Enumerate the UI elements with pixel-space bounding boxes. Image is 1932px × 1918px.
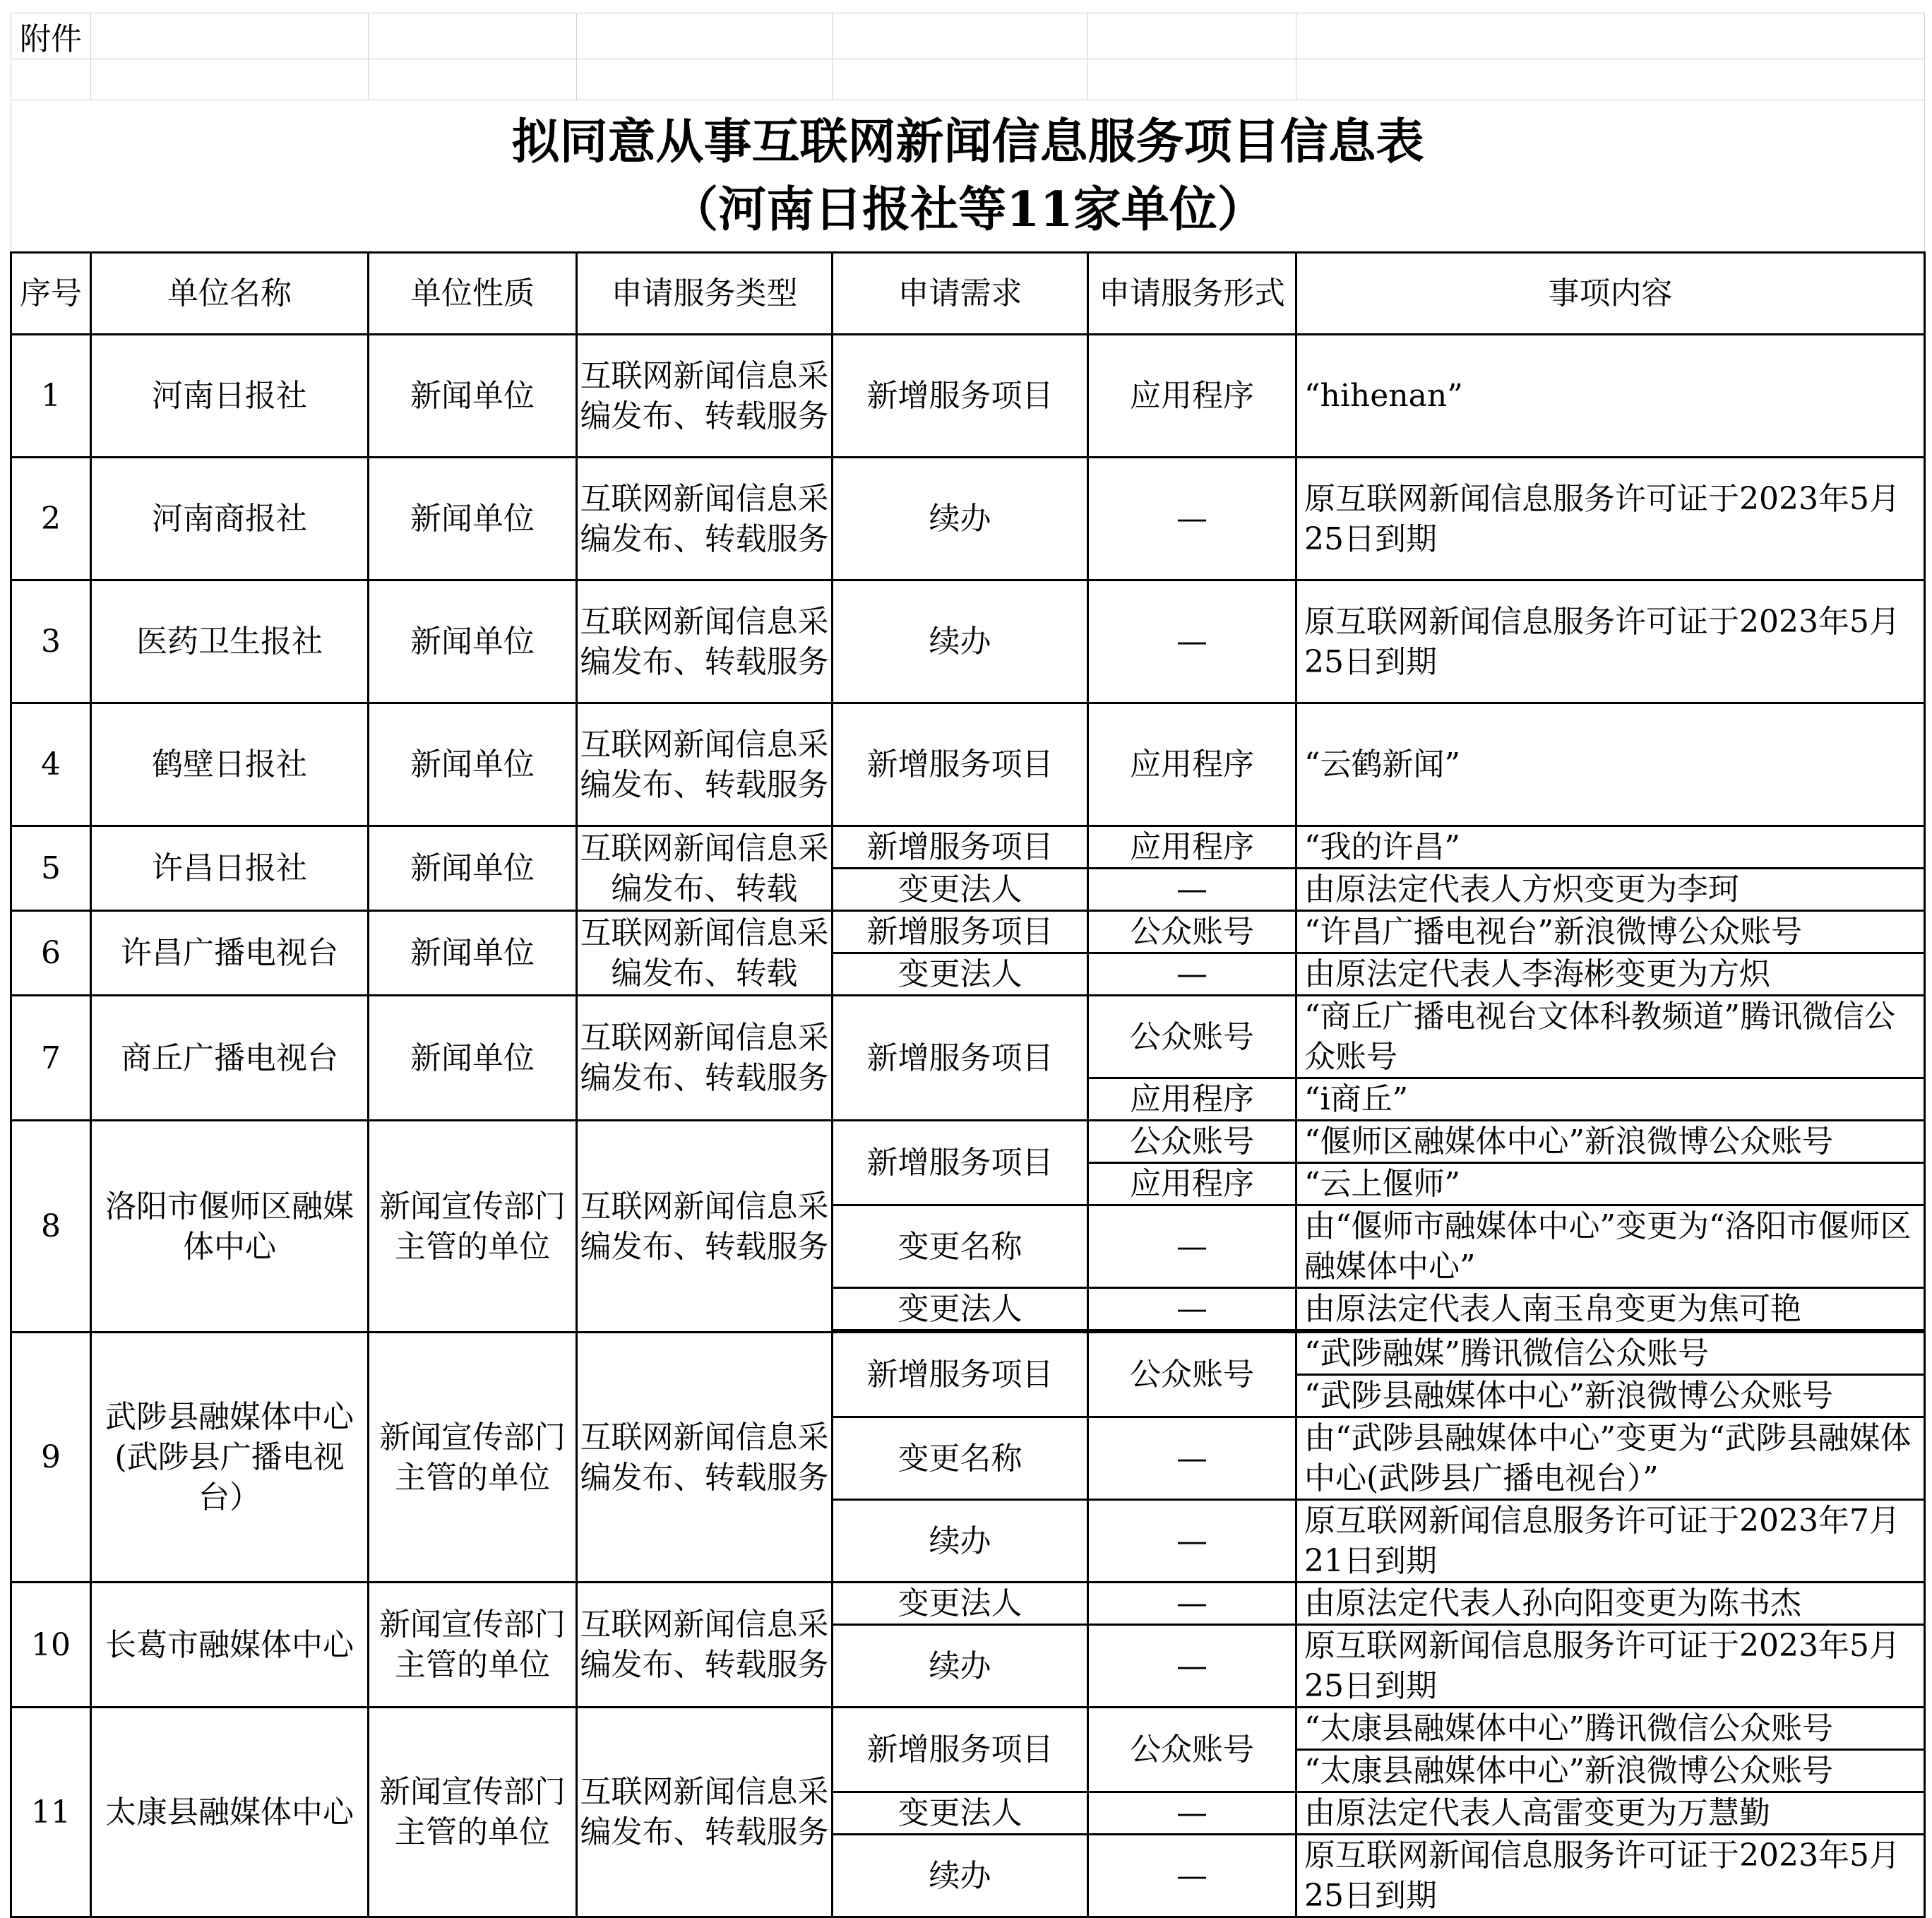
cell-form: —: [1088, 1288, 1296, 1330]
cell-content: 由“武陟县融媒体中心”变更为“武陟县融媒体中心(武陟县广播电视台）”: [1296, 1417, 1925, 1500]
cell-request: 续办: [833, 1500, 1088, 1583]
cell-request: 变更法人: [833, 869, 1088, 911]
cell-seq: 9: [11, 1333, 91, 1583]
header-request: 申请需求: [833, 253, 1088, 335]
cell-content: “i商丘”: [1296, 1078, 1925, 1121]
cell-form: 公众账号: [1088, 1121, 1296, 1163]
cell-content: “许昌广播电视台”新浪微博公众账号: [1296, 911, 1925, 953]
cell-unit-name: 许昌日报社: [91, 826, 369, 911]
info-table: [10, 13, 1926, 1918]
cell-unit-name: 鹤壁日报社: [91, 703, 369, 826]
table-row: [11, 335, 1925, 458]
cell-form: —: [1088, 1625, 1296, 1708]
cell-form: 应用程序: [1088, 335, 1296, 458]
table-row: [11, 703, 1925, 826]
cell-content: “hihenan”: [1296, 335, 1925, 458]
cell-unit-type: 新闻单位: [369, 996, 577, 1121]
cell-request: 新增服务项目: [833, 703, 1088, 826]
cell-content: 由原法定代表人孙向阳变更为陈书杰: [1296, 1583, 1925, 1625]
cell-seq: 7: [11, 996, 91, 1121]
cell-unit-type: 新闻单位: [369, 458, 577, 580]
cell-service-type: 互联网新闻信息采编发布、转载服务: [577, 335, 833, 458]
cell-request: 变更名称: [833, 1205, 1088, 1288]
cell-content: “我的许昌”: [1296, 826, 1925, 869]
cell-service-type: 互联网新闻信息采编发布、转载服务: [577, 1333, 833, 1583]
table-title: [11, 100, 1925, 253]
header-unit-type: 单位性质: [369, 253, 577, 335]
cell-form: 应用程序: [1088, 826, 1296, 869]
cell-content: 由原法定代表人高雷变更为万慧勤: [1296, 1792, 1925, 1835]
cell-content: 原互联网新闻信息服务许可证于2023年5月25日到期: [1296, 1625, 1925, 1708]
cell-request: 续办: [833, 1835, 1088, 1917]
cell-content: 原互联网新闻信息服务许可证于2023年5月25日到期: [1296, 1835, 1925, 1917]
table-row: [11, 1333, 1925, 1375]
cell-form: 应用程序: [1088, 1078, 1296, 1121]
cell-seq: 5: [11, 826, 91, 911]
cell-unit-name: 许昌广播电视台: [91, 911, 369, 996]
cell-form: 公众账号: [1088, 1333, 1296, 1417]
header-seq: 序号: [11, 253, 91, 335]
cell-seq: 10: [11, 1583, 91, 1708]
cell-content: 由原法定代表人李海彬变更为方炽: [1296, 953, 1925, 996]
title-line-2: （河南日报社等11家单位）: [670, 181, 1265, 238]
cell-seq: 3: [11, 580, 91, 703]
cell-unit-name: 太康县融媒体中心: [91, 1708, 369, 1917]
cell-seq: 2: [11, 458, 91, 580]
cell-content: “武陟融媒”腾讯微信公众账号: [1296, 1333, 1925, 1375]
cell-content: 由原法定代表人方炽变更为李珂: [1296, 869, 1925, 911]
cell-seq: 4: [11, 703, 91, 826]
cell-seq: 8: [11, 1121, 91, 1333]
cell-service-type: 互联网新闻信息采编发布、转载: [577, 911, 833, 996]
cell-request: 续办: [833, 580, 1088, 703]
cell-service-type: 互联网新闻信息采编发布、转载服务: [577, 580, 833, 703]
cell-content: 原互联网新闻信息服务许可证于2023年7月21日到期: [1296, 1500, 1925, 1583]
cell-request: 变更法人: [833, 1288, 1088, 1330]
cell-request: 续办: [833, 1625, 1088, 1708]
header-form: 申请服务形式: [1088, 253, 1296, 335]
cell-request: 续办: [833, 458, 1088, 580]
cell-service-type: 互联网新闻信息采编发布、转载服务: [577, 1708, 833, 1917]
table-row: [11, 1121, 1925, 1163]
cell-content: 由“偃师市融媒体中心”变更为“洛阳市偃师区融媒体中心”: [1296, 1205, 1925, 1288]
cell-unit-type: 新闻单位: [369, 703, 577, 826]
cell-content: “太康县融媒体中心”新浪微博公众账号: [1296, 1750, 1925, 1792]
cell-unit-name: 河南日报社: [91, 335, 369, 458]
cell-service-type: 互联网新闻信息采编发布、转载服务: [577, 703, 833, 826]
cell-request: 变更法人: [833, 1583, 1088, 1625]
cell-content: 原互联网新闻信息服务许可证于2023年5月25日到期: [1296, 580, 1925, 703]
cell-content: “太康县融媒体中心”腾讯微信公众账号: [1296, 1708, 1925, 1750]
cell-content: 由原法定代表人南玉帛变更为焦可艳: [1296, 1288, 1925, 1330]
cell-request: 新增服务项目: [833, 1708, 1088, 1792]
table-row: [11, 1708, 1925, 1750]
cell-content: “武陟县融媒体中心”新浪微博公众账号: [1296, 1375, 1925, 1417]
cell-form: —: [1088, 1417, 1296, 1500]
cell-form: —: [1088, 1835, 1296, 1917]
cell-request: 新增服务项目: [833, 911, 1088, 953]
cell-unit-type: 新闻宣传部门主管的单位: [369, 1333, 577, 1583]
cell-unit-type: 新闻单位: [369, 580, 577, 703]
cell-service-type: 互联网新闻信息采编发布、转载服务: [577, 996, 833, 1121]
title-line-1: 拟同意从事互联网新闻信息服务项目信息表: [511, 114, 1424, 170]
header-service-type: 申请服务类型: [577, 253, 833, 335]
cell-form: 应用程序: [1088, 703, 1296, 826]
cell-form: 应用程序: [1088, 1163, 1296, 1205]
cell-service-type: 互联网新闻信息采编发布、转载: [577, 826, 833, 911]
cell-seq: 11: [11, 1708, 91, 1917]
cell-content: “云上偃师”: [1296, 1163, 1925, 1205]
cell-content: 原互联网新闻信息服务许可证于2023年5月25日到期: [1296, 458, 1925, 580]
cell-service-type: 互联网新闻信息采编发布、转载服务: [577, 1583, 833, 1708]
cell-unit-name: 武陟县融媒体中心(武陟县广播电视台）: [91, 1333, 369, 1583]
cell-unit-name: 医药卫生报社: [91, 580, 369, 703]
cell-request: 新增服务项目: [833, 1333, 1088, 1417]
cell-seq: 1: [11, 335, 91, 458]
cell-unit-name: 河南商报社: [91, 458, 369, 580]
cell-form: —: [1088, 1205, 1296, 1288]
cell-request: 新增服务项目: [833, 335, 1088, 458]
table-row: [11, 1583, 1925, 1625]
cell-unit-type: 新闻单位: [369, 826, 577, 911]
cell-form: —: [1088, 1792, 1296, 1835]
cell-content: “商丘广播电视台文体科教频道”腾讯微信公众账号: [1296, 996, 1925, 1078]
table-row: [11, 911, 1925, 953]
cell-form: 公众账号: [1088, 996, 1296, 1078]
cell-seq: 6: [11, 911, 91, 996]
cell-form: —: [1088, 458, 1296, 580]
cell-content: “偃师区融媒体中心”新浪微博公众账号: [1296, 1121, 1925, 1163]
cell-unit-type: 新闻单位: [369, 911, 577, 996]
cell-unit-name: 洛阳市偃师区融媒体中心: [91, 1121, 369, 1333]
cell-form: 公众账号: [1088, 1708, 1296, 1792]
cell-unit-name: 商丘广播电视台: [91, 996, 369, 1121]
table-row: [11, 580, 1925, 703]
cell-unit-type: 新闻宣传部门主管的单位: [369, 1583, 577, 1708]
table-row: [11, 458, 1925, 580]
cell-service-type: 互联网新闻信息采编发布、转载服务: [577, 458, 833, 580]
cell-request: 新增服务项目: [833, 826, 1088, 869]
table-row: [11, 826, 1925, 869]
cell-unit-type: 新闻宣传部门主管的单位: [369, 1708, 577, 1917]
cell-request: 变更名称: [833, 1417, 1088, 1500]
cell-unit-name: 长葛市融媒体中心: [91, 1583, 369, 1708]
cell-request: 新增服务项目: [833, 1121, 1088, 1205]
cell-form: —: [1088, 869, 1296, 911]
cell-form: —: [1088, 1500, 1296, 1583]
cell-request: 新增服务项目: [833, 996, 1088, 1121]
cell-form: 公众账号: [1088, 911, 1296, 953]
header-unit-name: 单位名称: [91, 253, 369, 335]
cell-request: 变更法人: [833, 1792, 1088, 1835]
cell-form: —: [1088, 1583, 1296, 1625]
cell-form: —: [1088, 953, 1296, 996]
cell-request: 变更法人: [833, 953, 1088, 996]
cell-unit-type: 新闻宣传部门主管的单位: [369, 1121, 577, 1333]
cell-content: “云鹤新闻”: [1296, 703, 1925, 826]
cell-form: —: [1088, 580, 1296, 703]
attachment-label: 附件: [11, 13, 91, 59]
cell-unit-type: 新闻单位: [369, 335, 577, 458]
table-row: [11, 996, 1925, 1078]
header-content: 事项内容: [1296, 253, 1925, 335]
cell-service-type: 互联网新闻信息采编发布、转载服务: [577, 1121, 833, 1333]
